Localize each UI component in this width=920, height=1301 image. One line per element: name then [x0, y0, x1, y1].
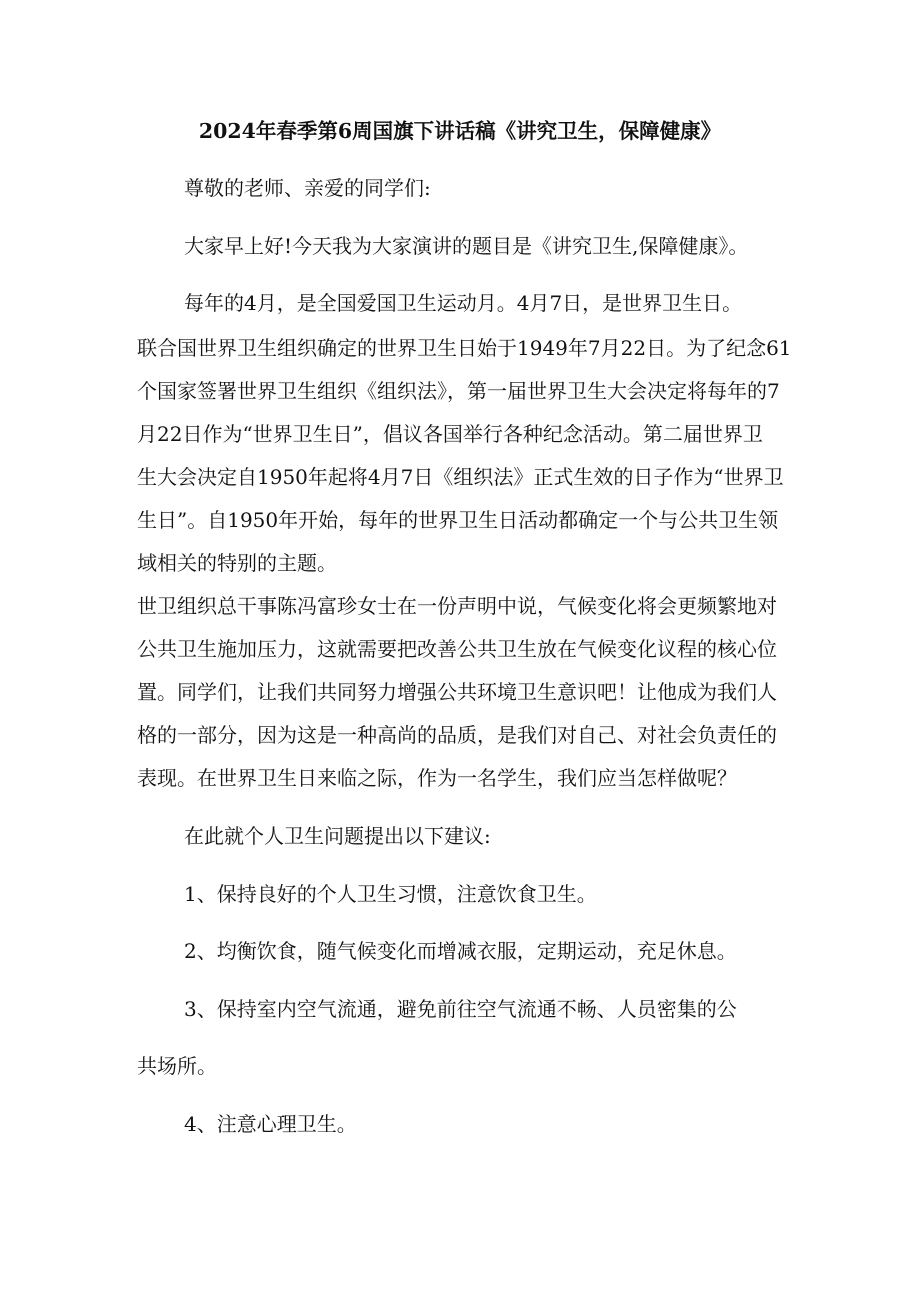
- paragraph-3-line: 世卫组织总干事陈冯富珍女士在一份声明中说，气候变化将会更频繁地对: [137, 594, 777, 618]
- paragraph-1-intro: 每年的4月，是全国爱国卫生运动月。4月7日，是世界卫生日。: [184, 291, 743, 315]
- paragraph-3-line: 置。同学们，让我们共同努力增强公共环境卫生意识吧！让他成为我们人: [137, 680, 777, 704]
- paragraph-2-line: 个国家签署世界卫生组织《组织法》，第一届世界卫生大会决定将每年的7: [137, 379, 780, 403]
- suggestion-item-3: 3、保持室内空气流通，避免前往空气流通不畅、人员密集的公: [184, 997, 737, 1021]
- suggestions-intro: 在此就个人卫生问题提出以下建议:: [184, 824, 491, 848]
- paragraph-3-line: 表现。在世界卫生日来临之际，作为一名学生，我们应当怎样做呢？: [137, 766, 737, 790]
- suggestion-item-2: 2、均衡饮食，随气候变化而增减衣服，定期运动，充足休息。: [184, 939, 737, 963]
- document-title: 2024年春季第6周国旗下讲话稿《讲究卫生，保障健康》: [198, 119, 722, 143]
- suggestion-item-3-continued: 共场所。: [137, 1054, 217, 1078]
- paragraph-2-line: 月22日作为“世界卫生日”，倡议各国举行各种纪念活动。第二届世界卫: [137, 422, 763, 446]
- opening-line: 大家早上好!今天我为大家演讲的题目是《讲究卫生,保障健康》。: [184, 234, 749, 258]
- paragraph-3-line: 公共卫生施加压力，这就需要把改善公共卫生放在气候变化议程的核心位: [137, 637, 777, 661]
- paragraph-2-line: 联合国世界卫生组织确定的世界卫生日始于1949年7月22日。为了纪念61: [137, 336, 792, 360]
- paragraph-2-line: 生大会决定自1950年起将4月7日《组织法》正式生效的日子作为“世界卫: [137, 465, 784, 489]
- suggestion-item-1: 1、保持良好的个人卫生习惯，注意饮食卫生。: [184, 882, 597, 906]
- paragraph-3-line: 格的一部分，因为这是一种高尚的品质，是我们对自己、对社会负责任的: [137, 723, 777, 747]
- greeting: 尊敬的老师、亲爱的同学们:: [184, 176, 431, 200]
- paragraph-2-line: 域相关的特别的主题。: [137, 551, 337, 575]
- paragraph-2-line: 生日”。自1950年开始，每年的世界卫生日活动都确定一个与公共卫生领: [137, 508, 779, 532]
- suggestion-item-4: 4、注意心理卫生。: [184, 1112, 357, 1136]
